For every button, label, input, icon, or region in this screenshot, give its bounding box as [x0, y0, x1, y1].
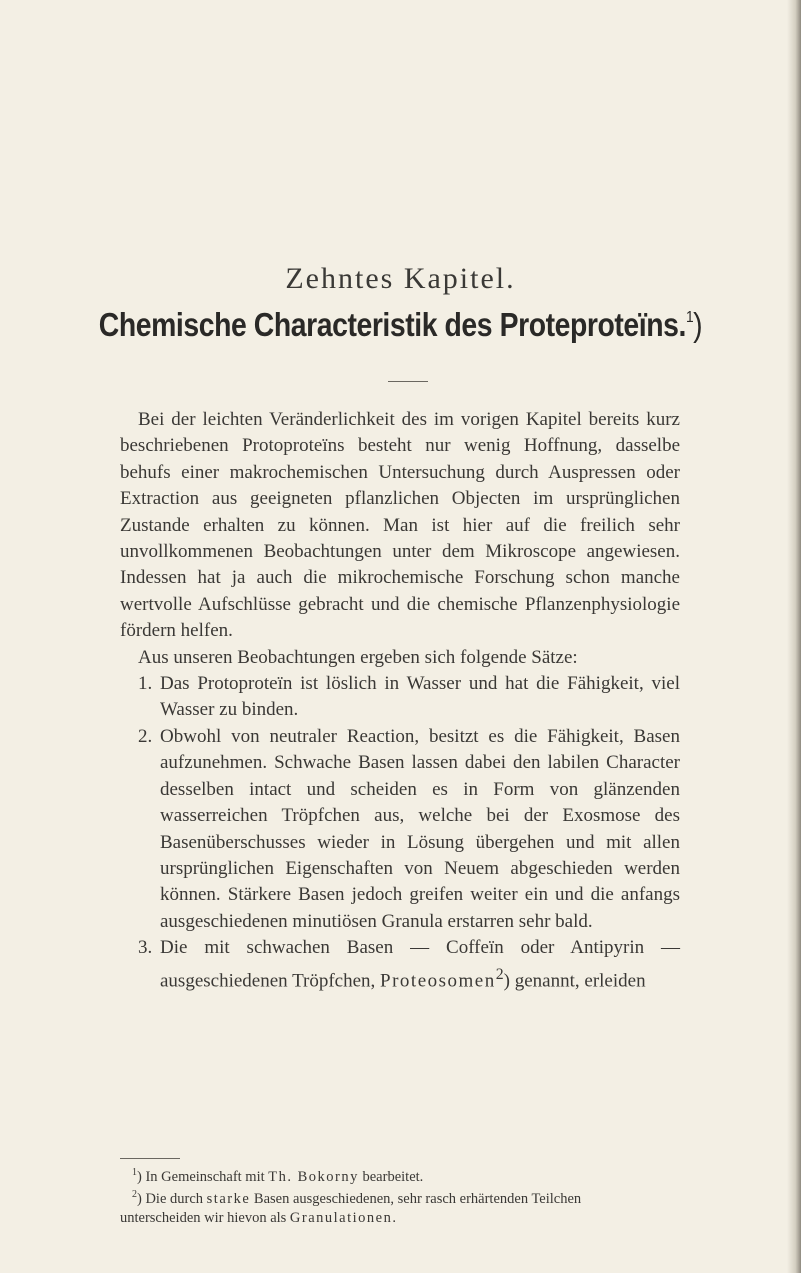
footnote [120, 1164, 680, 1186]
list-item-number: 3. [138, 937, 153, 959]
footnote-separator [120, 1158, 180, 1159]
chapter-heading: Zehntes Kapitel. [285, 262, 516, 295]
chapter-title-text: Chemische Characteristik des Proteproteïns. [98, 306, 686, 343]
body-text [120, 407, 680, 994]
footnote-spaced-name: Th. Bokorny [268, 1168, 359, 1185]
footnote-text: ) Die durch [137, 1191, 204, 1208]
footnote-continuation [120, 1209, 680, 1228]
list-item-text: Obwohl von neutraler Reaction, besitzt es die Fähigkeit, Basen aufzunehmen. Schwache Basen lassen dabei den labilen Character desselben intact und scheiden es in Form von glänzenden wasserreichen Tröpfchen aus, welche bei der Exosmose des Basenüberschusses wieder in Lösung übergehen und mit allen ursprünglichen Eigenschaften von Neuem abgeschieden werden können. Stärkere Basen jedoch greifen weiter ein und die anfangs ausgeschiedenen minutiösen Granula erstarren sehr bald. [160, 725, 680, 932]
footnote-mark: 1 [132, 1167, 137, 1178]
footnote-mark: 2 [132, 1189, 137, 1201]
list-item [120, 935, 680, 994]
list-item-number: 1. [138, 673, 153, 695]
paragraph-lead-in: Aus unseren Beobachtungen ergeben sich folgende Sätze: [138, 646, 578, 668]
footnote-text-end: . [392, 1209, 396, 1226]
list-item [120, 724, 680, 935]
list-item-text-end: ) genannt, erleiden [503, 969, 646, 991]
list-item-text: Das Protoproteïn ist löslich in Wasser und hat die Fähigkeit, viel Wasser zu binden. [160, 673, 680, 721]
chapter-title [56, 306, 745, 344]
list-item-spaced-term: Proteosomen [380, 969, 496, 991]
paragraph-intro: Bei der leichten Veränderlichkeit des im vorigen Kapitel bereits kurz beschriebenen Protoproteïns besteht nur wenig Hoffnung, dasselbe behufs einer makrochemischen Untersuchung durch Auspressen oder Extraction aus geeigneten pflanzlichen Objecten im ursprünglichen Zustande erhalten zu können. Man ist hier auf die freilich sehr unvollkommenen Beobachtungen unter dem Mikroscope angewiesen. Indessen hat ja auch die mikrochemische Forschung schon manche wertvolle Aufschlüsse gebracht und die chemische Pflanzenphysiologie fördern helfen. [120, 409, 680, 642]
footnote-text-end: bearbeitet. [362, 1168, 424, 1185]
footnote-text-end: Basen ausgeschiedenen, sehr rasch erhärtenden Teilchen [253, 1191, 582, 1208]
list-item-number: 2. [138, 725, 153, 747]
footnote-text: unterscheiden wir hievon als [120, 1209, 287, 1226]
footnote-spaced-word: starke [206, 1191, 251, 1208]
footnote-text: ) In Gemeinschaft mit [137, 1168, 265, 1185]
title-separator [388, 381, 428, 382]
footnote [120, 1186, 680, 1208]
page-edge-shadow [787, 0, 801, 1273]
list-item [120, 671, 680, 724]
footnote-reference: 2 [495, 965, 504, 983]
footnotes [120, 1164, 680, 1227]
title-footnote-mark: 1 [685, 309, 694, 326]
footnote-spaced-term: Granulationen [289, 1209, 393, 1226]
title-footnote-paren: ) [693, 306, 703, 343]
list-item-text: Die mit schwachen Basen — Coffeïn oder Antipyrin — ausgeschiedenen Tröpfchen, [160, 937, 680, 991]
